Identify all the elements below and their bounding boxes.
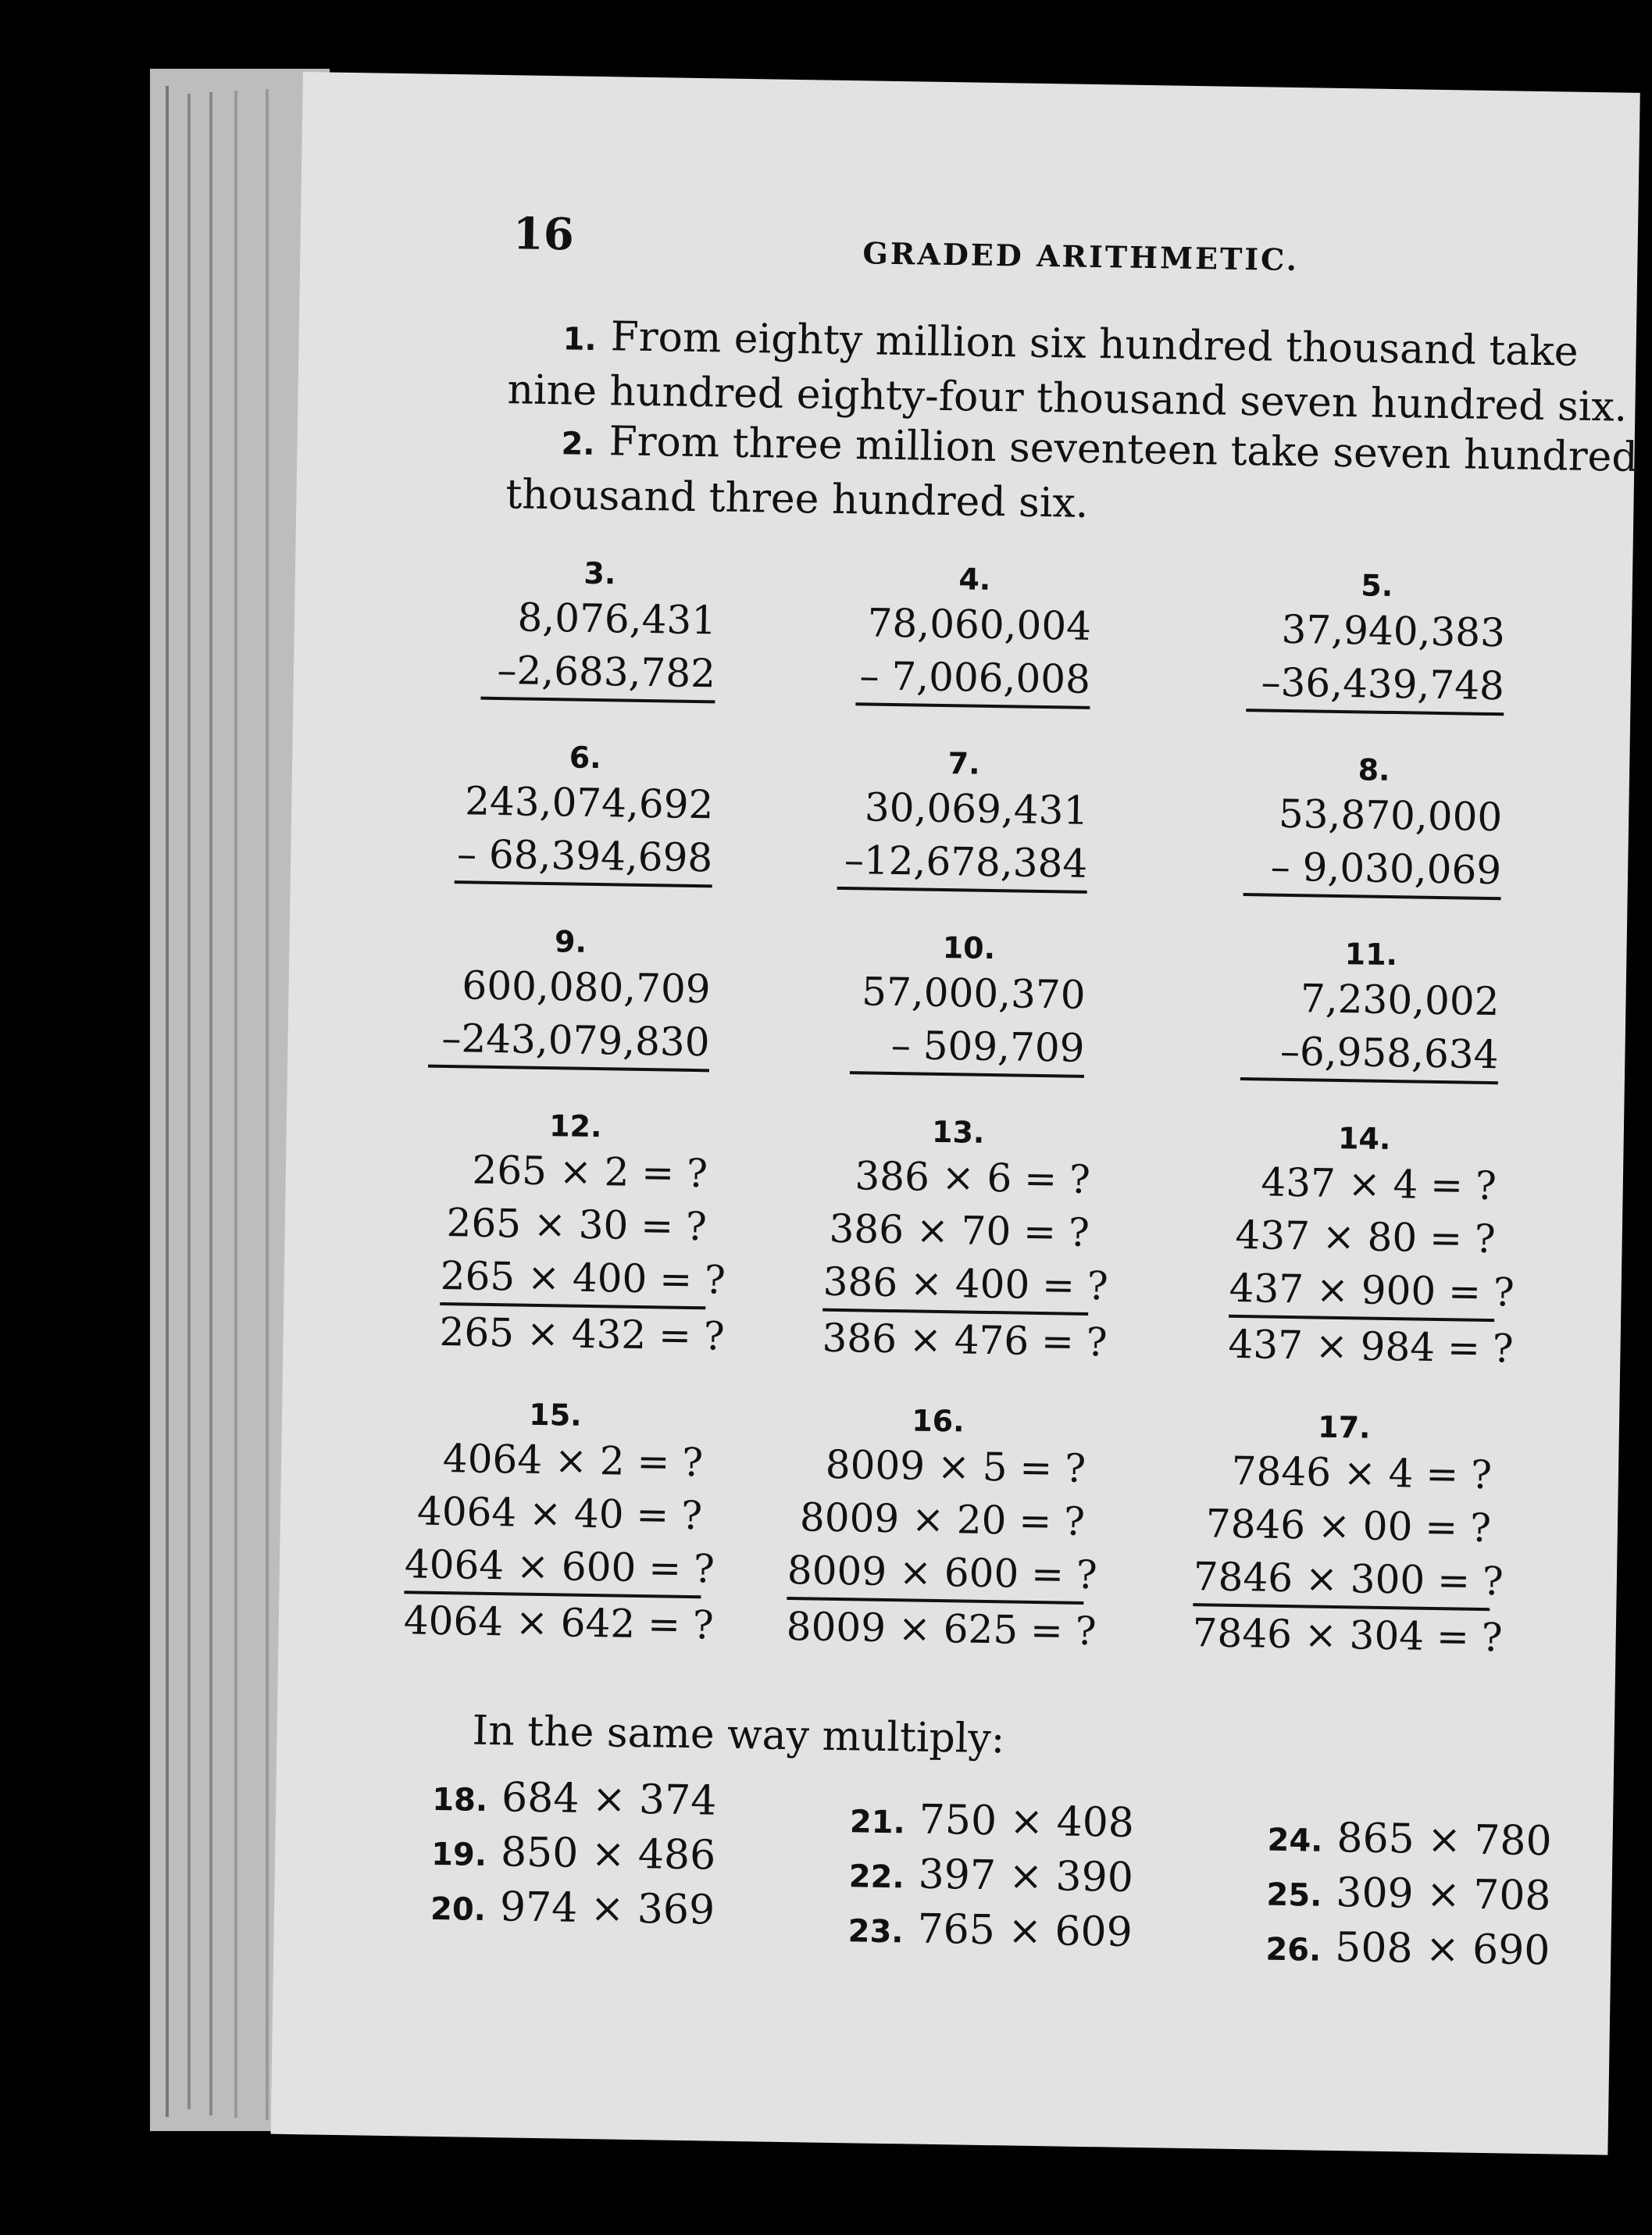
problem-number: 6. bbox=[569, 740, 602, 776]
problem-number: 14. bbox=[1337, 1120, 1391, 1157]
multiplication-set bbox=[1192, 1406, 1504, 1664]
total-product: 437 × 984 = ? bbox=[1228, 1321, 1515, 1372]
minuend: 57,000,370 bbox=[861, 969, 1086, 1018]
partial-product: 8009 × 5 = ? bbox=[825, 1441, 1086, 1491]
exercise-number: 24. bbox=[1267, 1822, 1323, 1859]
exercise-expression: 309 × 708 bbox=[1335, 1869, 1551, 1920]
subtraction-problem bbox=[428, 921, 712, 1073]
exercise-number: 26. bbox=[1265, 1931, 1322, 1969]
problem-number: 2. bbox=[561, 426, 595, 462]
subtraction-problem bbox=[855, 559, 1092, 709]
partial-product: 7846 × 300 = ? bbox=[1193, 1550, 1490, 1611]
minuend: 243,074,692 bbox=[464, 778, 714, 828]
multiplication-set bbox=[822, 1112, 1109, 1369]
total-product: 265 × 432 = ? bbox=[439, 1309, 726, 1359]
partial-product: 265 × 30 = ? bbox=[446, 1200, 708, 1250]
exercise bbox=[1267, 1814, 1552, 1865]
page-edge-line bbox=[166, 86, 169, 2117]
exercise bbox=[848, 1850, 1133, 1901]
exercise-number: 21. bbox=[849, 1804, 906, 1841]
problem-number: 8. bbox=[1358, 752, 1390, 787]
multiplication-set bbox=[786, 1400, 1098, 1658]
partial-product: 4064 × 2 = ? bbox=[442, 1436, 704, 1486]
partial-product: 4064 × 600 = ? bbox=[404, 1537, 701, 1598]
page-edge-line bbox=[187, 94, 191, 2109]
exercise bbox=[431, 1828, 716, 1880]
subtrahend: – 7,006,008 bbox=[855, 649, 1090, 709]
exercise bbox=[430, 1883, 715, 1934]
problem-number: 10. bbox=[942, 930, 996, 966]
total-product: 386 × 476 = ? bbox=[822, 1315, 1108, 1366]
instruction-text: In the same way multiply: bbox=[472, 1707, 1005, 1763]
book-page bbox=[271, 72, 1640, 2155]
problem-number: 1. bbox=[562, 321, 598, 358]
problem-text: thousand three hundred six. bbox=[505, 471, 1089, 527]
problem-number: 17. bbox=[1317, 1409, 1371, 1445]
exercise-expression: 508 × 690 bbox=[1334, 1924, 1550, 1975]
partial-product: 437 × 4 = ? bbox=[1260, 1159, 1497, 1209]
minuend: 600,080,709 bbox=[462, 962, 712, 1012]
partial-product: 437 × 80 = ? bbox=[1235, 1212, 1497, 1262]
problem-number: 16. bbox=[911, 1403, 965, 1439]
subtrahend: – 68,394,698 bbox=[455, 827, 713, 887]
problem-number: 5. bbox=[1361, 568, 1393, 603]
minuend: 7,230,002 bbox=[1300, 976, 1500, 1025]
problem-number: 11. bbox=[1344, 937, 1398, 973]
exercise-number: 22. bbox=[848, 1858, 905, 1896]
problem-number: 12. bbox=[548, 1109, 602, 1144]
subtraction-problem bbox=[455, 737, 715, 887]
partial-product: 7846 × 00 = ? bbox=[1205, 1501, 1492, 1551]
page-edge-line bbox=[234, 91, 237, 2118]
subtraction-problem bbox=[480, 553, 717, 704]
problem-text: From three million seventeen take seven hundred bbox=[608, 418, 1639, 481]
subtrahend: –2,683,782 bbox=[480, 644, 715, 704]
subtraction-problem bbox=[850, 927, 1086, 1078]
exercise bbox=[849, 1795, 1134, 1847]
exercise-number: 25. bbox=[1266, 1876, 1322, 1914]
page-edge-line bbox=[266, 89, 269, 2120]
exercise bbox=[1266, 1869, 1551, 1920]
subtraction-problem bbox=[1240, 934, 1500, 1084]
exercise-expression: 850 × 486 bbox=[500, 1829, 716, 1880]
total-product: 8009 × 625 = ? bbox=[786, 1603, 1097, 1655]
page-edge-line bbox=[209, 92, 212, 2115]
exercise-number: 19. bbox=[430, 1836, 487, 1873]
exercise-expression: 397 × 390 bbox=[918, 1851, 1134, 1901]
total-product: 7846 × 304 = ? bbox=[1192, 1610, 1504, 1661]
word-problem-1 bbox=[507, 309, 1629, 434]
partial-product: 7846 × 4 = ? bbox=[1231, 1448, 1493, 1498]
subtraction-problem bbox=[1246, 565, 1506, 716]
exercise bbox=[847, 1905, 1133, 1956]
problem-text: nine hundred eighty-four thousand seven hundred six. bbox=[507, 366, 1628, 431]
exercise bbox=[1265, 1923, 1550, 1975]
exercise bbox=[432, 1773, 717, 1825]
partial-product: 265 × 400 = ? bbox=[440, 1249, 706, 1309]
word-problem-2 bbox=[505, 414, 1638, 538]
minuend: 53,870,000 bbox=[1278, 791, 1503, 841]
subtraction-problem bbox=[1243, 749, 1504, 900]
exercise-expression: 974 × 369 bbox=[499, 1883, 715, 1934]
total-product: 4064 × 642 = ? bbox=[403, 1598, 715, 1648]
subtrahend: – 9,030,069 bbox=[1243, 840, 1502, 900]
partial-product: 8009 × 20 = ? bbox=[799, 1494, 1086, 1544]
subtrahend: – 509,709 bbox=[850, 1018, 1085, 1078]
subtrahend: –243,079,830 bbox=[428, 1012, 710, 1073]
multiplication-set bbox=[439, 1105, 726, 1362]
problem-number: 7. bbox=[947, 746, 980, 781]
exercise-number: 23. bbox=[847, 1913, 904, 1951]
problem-number: 3. bbox=[583, 555, 616, 591]
problem-number: 15. bbox=[529, 1397, 583, 1433]
multiplication-set bbox=[403, 1394, 715, 1651]
partial-product: 8009 × 600 = ? bbox=[787, 1544, 1084, 1605]
exercise-expression: 684 × 374 bbox=[501, 1774, 717, 1825]
exercise-expression: 750 × 408 bbox=[919, 1796, 1135, 1847]
running-header: GRADED ARITHMETIC. bbox=[862, 235, 1300, 278]
exercise-number: 18. bbox=[431, 1781, 488, 1819]
partial-product: 265 × 2 = ? bbox=[472, 1147, 708, 1197]
multiplication-set bbox=[1228, 1118, 1515, 1375]
minuend: 8,076,431 bbox=[517, 594, 717, 644]
exercise-expression: 765 × 609 bbox=[917, 1905, 1133, 1956]
partial-product: 386 × 400 = ? bbox=[822, 1255, 1089, 1316]
page-number: 16 bbox=[512, 208, 575, 261]
exercise-number: 20. bbox=[430, 1890, 487, 1928]
problem-text: From eighty million six hundred thousand take bbox=[610, 313, 1579, 376]
subtrahend: –6,958,634 bbox=[1240, 1024, 1499, 1084]
minuend: 37,940,383 bbox=[1281, 606, 1506, 656]
subtraction-problem bbox=[837, 743, 1090, 894]
minuend: 30,069,431 bbox=[864, 784, 1089, 834]
partial-product: 386 × 70 = ? bbox=[829, 1205, 1090, 1255]
subtrahend: –12,678,384 bbox=[837, 834, 1088, 894]
problem-number: 13. bbox=[931, 1114, 985, 1150]
problem-number: 4. bbox=[958, 562, 991, 597]
partial-product: 386 × 6 = ? bbox=[855, 1153, 1091, 1203]
partial-product: 4064 × 40 = ? bbox=[416, 1488, 703, 1539]
problem-number: 9. bbox=[554, 924, 587, 959]
exercise-expression: 865 × 780 bbox=[1336, 1815, 1553, 1865]
minuend: 78,060,004 bbox=[867, 600, 1092, 649]
partial-product: 437 × 900 = ? bbox=[1229, 1262, 1495, 1322]
subtrahend: –36,439,748 bbox=[1246, 655, 1504, 716]
